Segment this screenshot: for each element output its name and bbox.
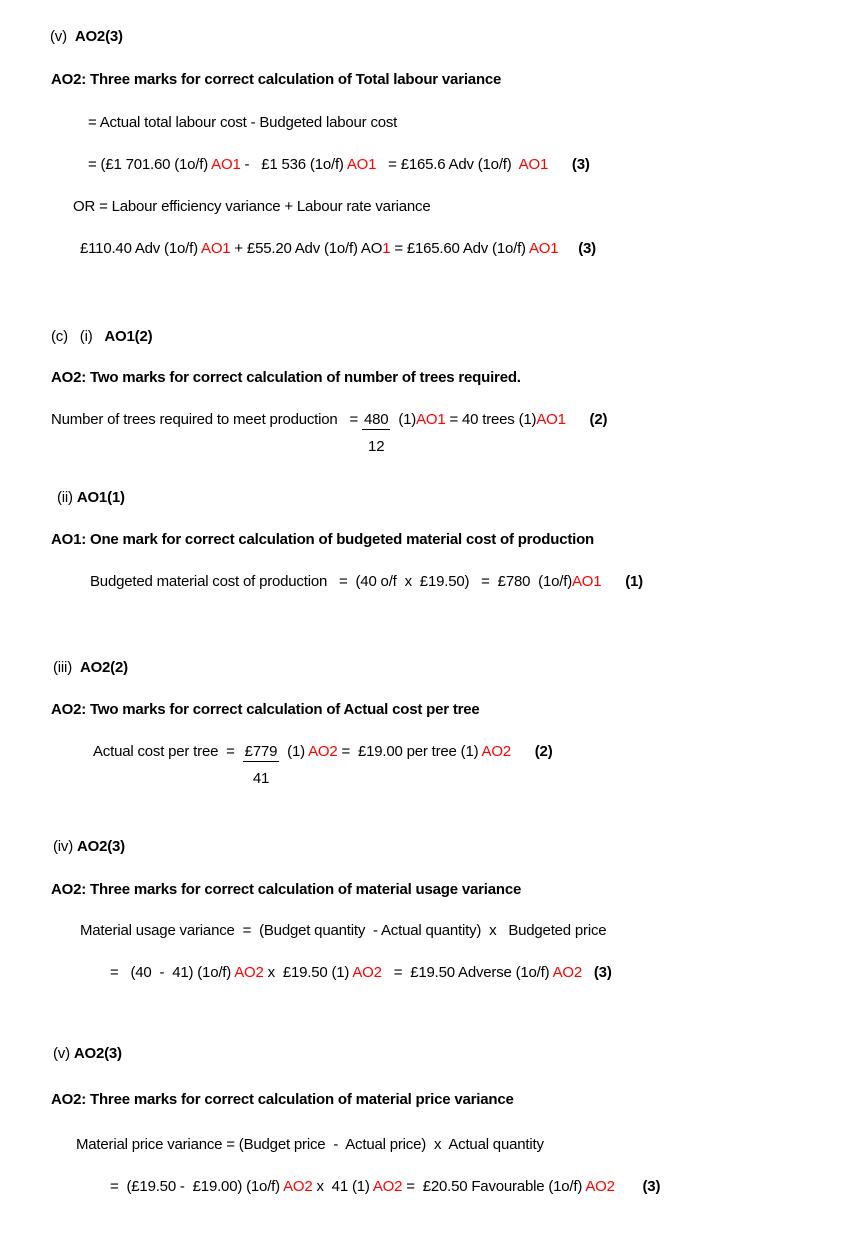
calc-text: = (£1 701.60 (1o/f) <box>88 156 212 173</box>
fraction-denominator: 12 <box>368 438 385 455</box>
section-heading-v-price <box>53 1045 122 1062</box>
calc-text: = 40 trees (1) <box>445 411 537 428</box>
heading-number: (v) <box>50 28 75 45</box>
ao-mark-tag: AO2 <box>585 1178 615 1195</box>
fraction-numerator: £779 <box>244 743 278 760</box>
section-heading-iii <box>53 659 128 676</box>
ao-mark-tag: AO1 <box>201 240 231 257</box>
marks-total: (2) <box>534 743 553 760</box>
spacer <box>511 743 535 760</box>
fraction-numerator: 480 <box>363 411 389 428</box>
heading-ao-label: AO2(2) <box>79 659 128 676</box>
spacer <box>558 240 578 257</box>
section-heading-iv <box>53 838 125 855</box>
calculation-actual-cost <box>93 743 553 787</box>
calculation-trees <box>51 411 607 455</box>
heading-ao-label: AO2(3) <box>77 838 125 855</box>
calc-text: = £165.60 Adv (1o/f) <box>390 240 529 257</box>
spacer <box>615 1178 643 1195</box>
heading-number: (ii) <box>57 489 77 506</box>
heading-number: (c) (i) <box>51 328 105 345</box>
heading-number: (iv) <box>53 838 77 855</box>
ao-mark-tag: AO1 <box>346 156 377 173</box>
heading-ao-label: AO1(2) <box>104 328 153 345</box>
formula-total-labour: = Actual total labour cost - Budgeted labour cost <box>88 114 398 131</box>
ao-mark-tag: AO1 <box>572 573 602 590</box>
calculation-labour-1 <box>88 156 590 173</box>
ao-mark-tag: AO2 <box>283 1178 313 1195</box>
calc-text: - £1 536 (1o/f) <box>240 156 347 173</box>
marking-criteria-trees: AO2: Two marks for correct calculation of number of trees required. <box>51 369 521 386</box>
ao-mark-tag: AO1 <box>536 411 566 428</box>
section-heading-ii <box>57 489 125 506</box>
calc-text: = £19.50 Adverse (1o/f) <box>381 964 553 981</box>
spacer <box>601 573 625 590</box>
formula-usage-variance: Material usage variance = (Budget quantity - Actual quantity) x Budgeted price <box>80 922 607 939</box>
calc-text: = (£19.50 - £19.00) (1o/f) <box>110 1178 284 1195</box>
marks-total: (3) <box>593 964 612 981</box>
calc-text: = (40 - 41) (1o/f) <box>110 964 235 981</box>
calc-text: Budgeted material cost of production = (40 o/f x £19.50) = £780 (1o/f) <box>90 573 572 590</box>
ao-mark-tag: AO2 <box>234 964 264 981</box>
calculation-labour-2 <box>80 240 596 257</box>
ao-mark-tag: AO1 <box>518 156 549 173</box>
marks-total: (3) <box>578 240 596 257</box>
formula-or-alternative: OR = Labour efficiency variance + Labour rate variance <box>73 198 431 215</box>
heading-number: (iii) <box>53 659 80 676</box>
fraction <box>243 743 280 787</box>
calc-text: = £20.50 Favourable (1o/f) <box>402 1178 586 1195</box>
section-heading-c-i <box>51 328 152 345</box>
marks-total: (2) <box>589 411 608 428</box>
calc-text: (1) <box>390 411 417 428</box>
calc-text: (1) <box>279 743 309 760</box>
ao-mark-tag: AO1 <box>211 156 241 173</box>
fraction-denominator: 41 <box>252 770 270 787</box>
heading-ao-label: AO2(3) <box>73 1045 122 1062</box>
ao-mark-tag: AO2 <box>552 964 582 981</box>
spacer <box>582 964 594 981</box>
spacer <box>548 156 572 173</box>
ao-mark-tag: AO2 <box>372 1178 403 1195</box>
ao-mark-tag: 1 <box>382 240 391 257</box>
marking-criteria-price-variance: AO2: Three marks for correct calculation of material price variance <box>51 1091 514 1108</box>
calc-text: x £19.50 (1) <box>263 964 353 981</box>
calculation-budgeted-material <box>90 573 643 590</box>
marks-total: (3) <box>571 156 590 173</box>
calc-text: = £19.00 per tree (1) <box>337 743 482 760</box>
spacer <box>566 411 590 428</box>
calc-text: x 41 (1) <box>312 1178 373 1195</box>
marks-total: (1) <box>625 573 643 590</box>
calculation-usage-variance <box>110 964 612 981</box>
marks-total: (3) <box>642 1178 661 1195</box>
ao-mark-tag: AO2 <box>308 743 338 760</box>
marking-criteria-usage-variance: AO2: Three marks for correct calculation of material usage variance <box>51 881 522 898</box>
calc-text: £110.40 Adv (1o/f) <box>80 240 202 257</box>
ao-mark-tag: AO2 <box>481 743 511 760</box>
marking-criteria-labour: AO2: Three marks for correct calculation of Total labour variance <box>51 71 502 88</box>
ao-mark-tag: AO1 <box>528 240 559 257</box>
calc-text: Number of trees required to meet production = <box>51 411 362 428</box>
fraction <box>362 411 390 455</box>
ao-mark-tag: AO2 <box>352 964 382 981</box>
calc-text: = £165.6 Adv (1o/f) <box>376 156 519 173</box>
calc-text: + £55.20 Adv (1o/f) AO <box>230 240 383 257</box>
marking-criteria-budgeted-material: AO1: One mark for correct calculation of budgeted material cost of production <box>51 531 595 548</box>
heading-ao-label: AO2(3) <box>74 28 123 45</box>
calc-text: Actual cost per tree = <box>93 743 243 760</box>
formula-price-variance: Material price variance = (Budget price - Actual price) x Actual quantity <box>76 1136 544 1153</box>
section-heading-v-labour <box>50 28 123 45</box>
ao-mark-tag: AO1 <box>416 411 446 428</box>
heading-number: (v) <box>53 1045 74 1062</box>
calculation-price-variance <box>110 1178 660 1195</box>
heading-ao-label: AO1(1) <box>76 489 125 506</box>
marking-criteria-actual-cost: AO2: Two marks for correct calculation of Actual cost per tree <box>51 701 480 718</box>
